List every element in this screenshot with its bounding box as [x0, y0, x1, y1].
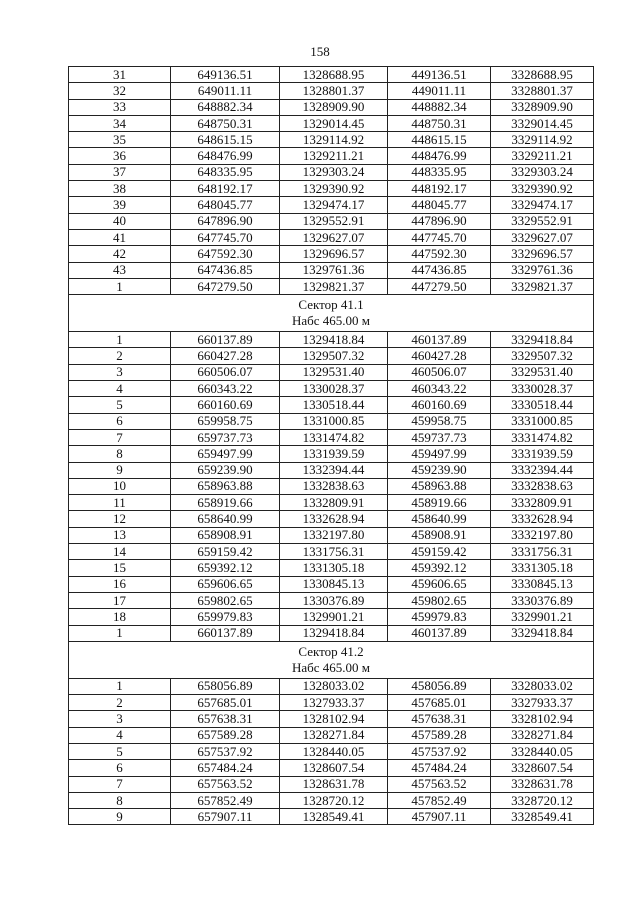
y-msk-cell: 3331000.85 — [491, 413, 594, 429]
x-msk-cell: 448615.15 — [388, 132, 491, 148]
y-local-cell: 1329531.40 — [280, 364, 388, 380]
x-local-cell: 659497.99 — [171, 446, 280, 462]
coordinates-table — [68, 66, 594, 825]
y-msk-cell: 3328688.95 — [491, 67, 594, 83]
y-local-cell: 1328440.05 — [280, 743, 388, 759]
y-local-cell: 1331000.85 — [280, 413, 388, 429]
x-msk-cell: 457484.24 — [388, 760, 491, 776]
y-msk-cell: 3332809.91 — [491, 495, 594, 511]
x-msk-cell: 448882.34 — [388, 99, 491, 115]
x-local-cell: 648192.17 — [171, 181, 280, 197]
y-msk-cell: 3332628.94 — [491, 511, 594, 527]
y-msk-cell: 3329821.37 — [491, 278, 594, 294]
sector-title: Сектор 41.2 — [298, 643, 364, 659]
table-row — [69, 181, 594, 197]
x-local-cell: 658908.91 — [171, 527, 280, 543]
y-local-cell: 1329303.24 — [280, 164, 388, 180]
table-row — [69, 262, 594, 278]
x-local-cell: 647896.90 — [171, 213, 280, 229]
point-number-cell: 11 — [69, 495, 171, 511]
table-row — [69, 278, 594, 294]
point-number-cell: 33 — [69, 99, 171, 115]
x-msk-cell: 458908.91 — [388, 527, 491, 543]
x-msk-cell: 459979.83 — [388, 609, 491, 625]
sector-height-label: Набс 465.00 м — [291, 659, 371, 675]
x-msk-cell: 459606.65 — [388, 576, 491, 592]
x-msk-cell: 447279.50 — [388, 278, 491, 294]
y-local-cell: 1332628.94 — [280, 511, 388, 527]
x-msk-cell: 447592.30 — [388, 246, 491, 262]
x-local-cell: 660137.89 — [171, 625, 280, 641]
point-number-cell: 12 — [69, 511, 171, 527]
y-msk-cell: 3329211.21 — [491, 148, 594, 164]
x-msk-cell: 458640.99 — [388, 511, 491, 527]
y-local-cell: 1331939.59 — [280, 446, 388, 462]
point-number-cell: 37 — [69, 164, 171, 180]
point-number-cell: 35 — [69, 132, 171, 148]
sector-header-row — [69, 295, 594, 332]
y-msk-cell: 3329418.84 — [491, 625, 594, 641]
x-local-cell: 659392.12 — [171, 560, 280, 576]
x-msk-cell: 460506.07 — [388, 364, 491, 380]
x-local-cell: 647279.50 — [171, 278, 280, 294]
point-number-cell: 34 — [69, 115, 171, 131]
y-local-cell: 1329474.17 — [280, 197, 388, 213]
point-number-cell: 15 — [69, 560, 171, 576]
y-msk-cell: 3329474.17 — [491, 197, 594, 213]
table-row — [69, 695, 594, 711]
y-local-cell: 1329014.45 — [280, 115, 388, 131]
y-local-cell: 1329390.92 — [280, 181, 388, 197]
y-local-cell: 1328033.02 — [280, 678, 388, 694]
x-msk-cell: 460343.22 — [388, 381, 491, 397]
y-msk-cell: 3328720.12 — [491, 792, 594, 808]
x-msk-cell: 457685.01 — [388, 695, 491, 711]
x-msk-cell: 460137.89 — [388, 625, 491, 641]
y-msk-cell: 3328271.84 — [491, 727, 594, 743]
y-local-cell: 1331305.18 — [280, 560, 388, 576]
x-msk-cell: 459159.42 — [388, 544, 491, 560]
x-local-cell: 658919.66 — [171, 495, 280, 511]
y-local-cell: 1330028.37 — [280, 381, 388, 397]
x-local-cell: 659606.65 — [171, 576, 280, 592]
y-local-cell: 1328549.41 — [280, 809, 388, 825]
x-local-cell: 649011.11 — [171, 83, 280, 99]
table-row — [69, 429, 594, 445]
x-msk-cell: 448476.99 — [388, 148, 491, 164]
x-msk-cell: 448750.31 — [388, 115, 491, 131]
sector-height-label: Набс 465.00 м — [291, 313, 371, 329]
point-number-cell: 16 — [69, 576, 171, 592]
point-number-cell: 1 — [69, 278, 171, 294]
table-row — [69, 446, 594, 462]
y-msk-cell: 3329627.07 — [491, 229, 594, 245]
y-msk-cell: 3328102.94 — [491, 711, 594, 727]
y-local-cell: 1329761.36 — [280, 262, 388, 278]
y-msk-cell: 3330845.13 — [491, 576, 594, 592]
x-local-cell: 657852.49 — [171, 792, 280, 808]
x-msk-cell: 449136.51 — [388, 67, 491, 83]
x-local-cell: 648335.95 — [171, 164, 280, 180]
x-local-cell: 659958.75 — [171, 413, 280, 429]
x-msk-cell: 448192.17 — [388, 181, 491, 197]
table-row — [69, 132, 594, 148]
x-local-cell: 660137.89 — [171, 332, 280, 348]
y-local-cell: 1330845.13 — [280, 576, 388, 592]
table-row — [69, 229, 594, 245]
x-local-cell: 657685.01 — [171, 695, 280, 711]
x-msk-cell: 459737.73 — [388, 429, 491, 445]
x-local-cell: 657589.28 — [171, 727, 280, 743]
table-row — [69, 381, 594, 397]
table-row — [69, 99, 594, 115]
y-msk-cell: 3329114.92 — [491, 132, 594, 148]
y-local-cell: 1328607.54 — [280, 760, 388, 776]
point-number-cell: 1 — [69, 625, 171, 641]
table-row — [69, 348, 594, 364]
x-local-cell: 659802.65 — [171, 592, 280, 608]
y-local-cell: 1328102.94 — [280, 711, 388, 727]
table-row — [69, 776, 594, 792]
y-msk-cell: 3328440.05 — [491, 743, 594, 759]
sector-header — [69, 295, 594, 332]
table-row — [69, 364, 594, 380]
y-local-cell: 1328271.84 — [280, 727, 388, 743]
x-local-cell: 648045.77 — [171, 197, 280, 213]
point-number-cell: 2 — [69, 348, 171, 364]
table-row — [69, 544, 594, 560]
y-msk-cell: 3330376.89 — [491, 592, 594, 608]
x-local-cell: 659979.83 — [171, 609, 280, 625]
table-row — [69, 462, 594, 478]
x-msk-cell: 457638.31 — [388, 711, 491, 727]
x-local-cell: 657484.24 — [171, 760, 280, 776]
x-local-cell: 648615.15 — [171, 132, 280, 148]
point-number-cell: 7 — [69, 429, 171, 445]
y-msk-cell: 3328033.02 — [491, 678, 594, 694]
y-local-cell: 1329418.84 — [280, 625, 388, 641]
y-msk-cell: 3331305.18 — [491, 560, 594, 576]
y-msk-cell: 3328607.54 — [491, 760, 594, 776]
x-local-cell: 660160.69 — [171, 397, 280, 413]
y-local-cell: 1329418.84 — [280, 332, 388, 348]
x-local-cell: 660343.22 — [171, 381, 280, 397]
table-row — [69, 609, 594, 625]
table-row — [69, 592, 594, 608]
y-local-cell: 1329114.92 — [280, 132, 388, 148]
x-msk-cell: 458963.88 — [388, 478, 491, 494]
point-number-cell: 41 — [69, 229, 171, 245]
y-msk-cell: 3329390.92 — [491, 181, 594, 197]
y-msk-cell: 3329303.24 — [491, 164, 594, 180]
point-number-cell: 7 — [69, 776, 171, 792]
point-number-cell: 32 — [69, 83, 171, 99]
y-msk-cell: 3331756.31 — [491, 544, 594, 560]
table-row — [69, 332, 594, 348]
table-row — [69, 711, 594, 727]
y-msk-cell: 3332394.44 — [491, 462, 594, 478]
x-msk-cell: 447896.90 — [388, 213, 491, 229]
table-row — [69, 115, 594, 131]
x-local-cell: 658963.88 — [171, 478, 280, 494]
point-number-cell: 3 — [69, 711, 171, 727]
x-msk-cell: 460160.69 — [388, 397, 491, 413]
y-msk-cell: 3328801.37 — [491, 83, 594, 99]
x-local-cell: 647745.70 — [171, 229, 280, 245]
point-number-cell: 9 — [69, 809, 171, 825]
point-number-cell: 39 — [69, 197, 171, 213]
y-local-cell: 1329696.57 — [280, 246, 388, 262]
table-row — [69, 625, 594, 641]
x-local-cell: 647592.30 — [171, 246, 280, 262]
x-msk-cell: 447745.70 — [388, 229, 491, 245]
x-local-cell: 648476.99 — [171, 148, 280, 164]
x-msk-cell: 460137.89 — [388, 332, 491, 348]
x-msk-cell: 457907.11 — [388, 809, 491, 825]
point-number-cell: 6 — [69, 760, 171, 776]
table-row — [69, 413, 594, 429]
x-msk-cell: 460427.28 — [388, 348, 491, 364]
table-row — [69, 246, 594, 262]
x-msk-cell: 448335.95 — [388, 164, 491, 180]
x-local-cell: 659737.73 — [171, 429, 280, 445]
table-row — [69, 809, 594, 825]
y-local-cell: 1332838.63 — [280, 478, 388, 494]
point-number-cell: 5 — [69, 397, 171, 413]
table-row — [69, 197, 594, 213]
x-msk-cell: 459958.75 — [388, 413, 491, 429]
y-local-cell: 1328631.78 — [280, 776, 388, 792]
y-local-cell: 1328720.12 — [280, 792, 388, 808]
point-number-cell: 36 — [69, 148, 171, 164]
y-local-cell: 1328688.95 — [280, 67, 388, 83]
y-local-cell: 1332394.44 — [280, 462, 388, 478]
sector-title: Сектор 41.1 — [298, 297, 364, 313]
y-msk-cell: 3329418.84 — [491, 332, 594, 348]
sector-header — [69, 641, 594, 678]
point-number-cell: 43 — [69, 262, 171, 278]
table-row — [69, 576, 594, 592]
table-row — [69, 527, 594, 543]
x-msk-cell: 448045.77 — [388, 197, 491, 213]
x-msk-cell: 458919.66 — [388, 495, 491, 511]
y-msk-cell: 3332197.80 — [491, 527, 594, 543]
x-local-cell: 658056.89 — [171, 678, 280, 694]
point-number-cell: 8 — [69, 446, 171, 462]
point-number-cell: 40 — [69, 213, 171, 229]
x-msk-cell: 459497.99 — [388, 446, 491, 462]
point-number-cell: 17 — [69, 592, 171, 608]
table-row — [69, 511, 594, 527]
y-msk-cell: 3330028.37 — [491, 381, 594, 397]
x-local-cell: 659239.90 — [171, 462, 280, 478]
x-local-cell: 648882.34 — [171, 99, 280, 115]
x-local-cell: 658640.99 — [171, 511, 280, 527]
y-msk-cell: 3329552.91 — [491, 213, 594, 229]
x-msk-cell: 458056.89 — [388, 678, 491, 694]
x-msk-cell: 459239.90 — [388, 462, 491, 478]
table-row — [69, 397, 594, 413]
y-msk-cell: 3329014.45 — [491, 115, 594, 131]
y-msk-cell: 3332838.63 — [491, 478, 594, 494]
point-number-cell: 8 — [69, 792, 171, 808]
y-msk-cell: 3329696.57 — [491, 246, 594, 262]
table-row — [69, 792, 594, 808]
y-msk-cell: 3328631.78 — [491, 776, 594, 792]
point-number-cell: 4 — [69, 727, 171, 743]
x-local-cell: 657537.92 — [171, 743, 280, 759]
point-number-cell: 10 — [69, 478, 171, 494]
table-row — [69, 678, 594, 694]
table-row — [69, 478, 594, 494]
y-local-cell: 1329821.37 — [280, 278, 388, 294]
y-msk-cell: 3329761.36 — [491, 262, 594, 278]
table-row — [69, 148, 594, 164]
coordinates-table-body — [69, 67, 594, 825]
point-number-cell: 5 — [69, 743, 171, 759]
point-number-cell: 38 — [69, 181, 171, 197]
table-row — [69, 560, 594, 576]
y-local-cell: 1332809.91 — [280, 495, 388, 511]
table-row — [69, 743, 594, 759]
point-number-cell: 3 — [69, 364, 171, 380]
point-number-cell: 2 — [69, 695, 171, 711]
table-row — [69, 67, 594, 83]
x-local-cell: 660506.07 — [171, 364, 280, 380]
x-msk-cell: 457537.92 — [388, 743, 491, 759]
y-local-cell: 1332197.80 — [280, 527, 388, 543]
y-msk-cell: 3330518.44 — [491, 397, 594, 413]
x-local-cell: 657563.52 — [171, 776, 280, 792]
point-number-cell: 1 — [69, 332, 171, 348]
y-msk-cell: 3329507.32 — [491, 348, 594, 364]
point-number-cell: 13 — [69, 527, 171, 543]
x-local-cell: 660427.28 — [171, 348, 280, 364]
y-local-cell: 1328909.90 — [280, 99, 388, 115]
x-msk-cell: 449011.11 — [388, 83, 491, 99]
y-local-cell: 1329627.07 — [280, 229, 388, 245]
x-local-cell: 648750.31 — [171, 115, 280, 131]
x-msk-cell: 457563.52 — [388, 776, 491, 792]
table-row — [69, 760, 594, 776]
point-number-cell: 6 — [69, 413, 171, 429]
table-row — [69, 213, 594, 229]
y-msk-cell: 3331939.59 — [491, 446, 594, 462]
point-number-cell: 31 — [69, 67, 171, 83]
x-msk-cell: 457589.28 — [388, 727, 491, 743]
y-msk-cell: 3329901.21 — [491, 609, 594, 625]
y-local-cell: 1329211.21 — [280, 148, 388, 164]
x-msk-cell: 459802.65 — [388, 592, 491, 608]
y-msk-cell: 3331474.82 — [491, 429, 594, 445]
y-msk-cell: 3328549.41 — [491, 809, 594, 825]
y-msk-cell: 3329531.40 — [491, 364, 594, 380]
y-local-cell: 1330376.89 — [280, 592, 388, 608]
y-local-cell: 1331474.82 — [280, 429, 388, 445]
y-msk-cell: 3327933.37 — [491, 695, 594, 711]
point-number-cell: 4 — [69, 381, 171, 397]
table-row — [69, 495, 594, 511]
y-local-cell: 1329507.32 — [280, 348, 388, 364]
y-local-cell: 1331756.31 — [280, 544, 388, 560]
x-msk-cell: 459392.12 — [388, 560, 491, 576]
y-local-cell: 1329552.91 — [280, 213, 388, 229]
page-number: 158 — [310, 44, 330, 59]
y-local-cell: 1330518.44 — [280, 397, 388, 413]
x-msk-cell: 457852.49 — [388, 792, 491, 808]
table-row — [69, 727, 594, 743]
y-local-cell: 1328801.37 — [280, 83, 388, 99]
point-number-cell: 42 — [69, 246, 171, 262]
table-row — [69, 83, 594, 99]
table-row — [69, 164, 594, 180]
point-number-cell: 1 — [69, 678, 171, 694]
y-local-cell: 1329901.21 — [280, 609, 388, 625]
x-local-cell: 647436.85 — [171, 262, 280, 278]
x-msk-cell: 447436.85 — [388, 262, 491, 278]
x-local-cell: 657907.11 — [171, 809, 280, 825]
sector-header-row — [69, 641, 594, 678]
x-local-cell: 659159.42 — [171, 544, 280, 560]
x-local-cell: 649136.51 — [171, 67, 280, 83]
point-number-cell: 9 — [69, 462, 171, 478]
x-local-cell: 657638.31 — [171, 711, 280, 727]
y-msk-cell: 3328909.90 — [491, 99, 594, 115]
point-number-cell: 14 — [69, 544, 171, 560]
y-local-cell: 1327933.37 — [280, 695, 388, 711]
point-number-cell: 18 — [69, 609, 171, 625]
